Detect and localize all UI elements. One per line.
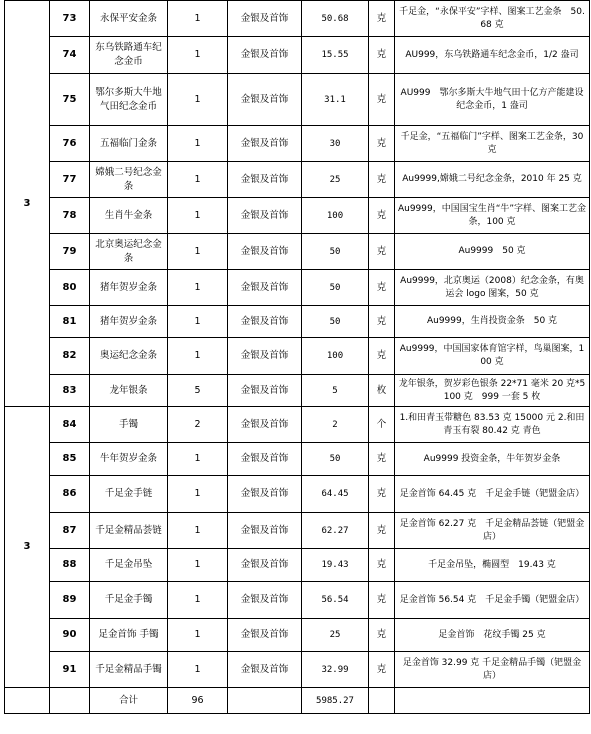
item-category: 金银及首饰 xyxy=(228,619,302,652)
item-unit: 克 xyxy=(369,476,395,513)
row-number: 79 xyxy=(50,234,90,270)
total-weight: 5985.27 xyxy=(302,688,369,714)
item-description: Au9999 投资金条，牛年贺岁金条 xyxy=(395,443,590,476)
table-row xyxy=(5,513,590,549)
item-name: 牛年贺岁金条 xyxy=(90,443,168,476)
row-number: 87 xyxy=(50,513,90,549)
row-number: 75 xyxy=(50,74,90,126)
row-number: 88 xyxy=(50,549,90,582)
table-row xyxy=(5,338,590,375)
row-number: 81 xyxy=(50,306,90,338)
item-weight: 32.99 xyxy=(302,652,369,688)
item-unit: 枚 xyxy=(369,375,395,407)
item-weight: 100 xyxy=(302,198,369,234)
table-row xyxy=(5,162,590,198)
item-description: 龙年银条，贺岁彩色银条 22*71 毫米 20 克*5 100 克 999 一套 5 枚 xyxy=(395,375,590,407)
item-weight: 50 xyxy=(302,234,369,270)
item-quantity: 1 xyxy=(168,619,228,652)
item-weight: 50 xyxy=(302,306,369,338)
number-empty-cell xyxy=(50,688,90,714)
item-weight: 56.54 xyxy=(302,582,369,619)
item-category: 金银及首饰 xyxy=(228,198,302,234)
total-quantity: 96 xyxy=(168,688,228,714)
item-weight: 2 xyxy=(302,407,369,443)
item-unit: 个 xyxy=(369,407,395,443)
item-category: 金银及首饰 xyxy=(228,270,302,306)
item-name: 嫦娥二号纪念金条 xyxy=(90,162,168,198)
item-quantity: 1 xyxy=(168,198,228,234)
row-number: 77 xyxy=(50,162,90,198)
item-weight: 50.68 xyxy=(302,1,369,37)
item-description: 足金首饰 花纹手镯 25 克 xyxy=(395,619,590,652)
unit-empty-cell xyxy=(369,688,395,714)
item-quantity: 1 xyxy=(168,338,228,375)
item-weight: 100 xyxy=(302,338,369,375)
item-quantity: 1 xyxy=(168,37,228,74)
item-category: 金银及首饰 xyxy=(228,338,302,375)
item-category: 金银及首饰 xyxy=(228,549,302,582)
item-description: Au9999，中国国宝生肖“牛”字样、图案工艺金条，100 克 xyxy=(395,198,590,234)
item-unit: 克 xyxy=(369,234,395,270)
item-weight: 5 xyxy=(302,375,369,407)
item-description: Au9999，中国国家体育馆字样，鸟巢图案，100 克 xyxy=(395,338,590,375)
table-row xyxy=(5,652,590,688)
item-description: 千足金，“五福临门”字样、图案工艺金条，30 克 xyxy=(395,126,590,162)
item-quantity: 1 xyxy=(168,270,228,306)
total-label: 合计 xyxy=(90,688,168,714)
item-unit: 克 xyxy=(369,162,395,198)
item-unit: 克 xyxy=(369,306,395,338)
item-weight: 19.43 xyxy=(302,549,369,582)
item-unit: 克 xyxy=(369,126,395,162)
table-row xyxy=(5,1,590,37)
item-unit: 克 xyxy=(369,513,395,549)
item-name: 千足金手链 xyxy=(90,476,168,513)
row-number: 86 xyxy=(50,476,90,513)
table-row xyxy=(5,126,590,162)
table-row xyxy=(5,476,590,513)
item-name: 千足金精品手镯 xyxy=(90,652,168,688)
item-category: 金银及首饰 xyxy=(228,407,302,443)
item-category: 金银及首饰 xyxy=(228,582,302,619)
item-weight: 25 xyxy=(302,162,369,198)
description-empty-cell xyxy=(395,688,590,714)
item-name: 龙年银条 xyxy=(90,375,168,407)
item-category: 金银及首饰 xyxy=(228,74,302,126)
item-category: 金银及首饰 xyxy=(228,162,302,198)
table-row xyxy=(5,407,590,443)
item-name: 鄂尔多斯大牛地气田纪念金币 xyxy=(90,74,168,126)
table-row xyxy=(5,549,590,582)
row-number: 74 xyxy=(50,37,90,74)
item-category: 金银及首饰 xyxy=(228,476,302,513)
row-number: 83 xyxy=(50,375,90,407)
item-name: 千足金手镯 xyxy=(90,582,168,619)
item-name: 猪年贺岁金条 xyxy=(90,306,168,338)
row-number: 84 xyxy=(50,407,90,443)
table-row xyxy=(5,619,590,652)
item-description: 足金首饰 62.27 克 千足金精品荟链（钯盟金店） xyxy=(395,513,590,549)
item-name: 千足金精品荟链 xyxy=(90,513,168,549)
group-label: 3 xyxy=(5,407,50,688)
row-number: 76 xyxy=(50,126,90,162)
item-description: Au9999 50 克 xyxy=(395,234,590,270)
item-unit: 克 xyxy=(369,198,395,234)
item-description: 1.和田青玉带糖色 83.53 克 15000 元 2.和田青玉有裂 80.42 克 青色 xyxy=(395,407,590,443)
item-unit: 克 xyxy=(369,37,395,74)
row-number: 85 xyxy=(50,443,90,476)
item-weight: 64.45 xyxy=(302,476,369,513)
item-unit: 克 xyxy=(369,74,395,126)
item-name: 生肖牛金条 xyxy=(90,198,168,234)
item-quantity: 1 xyxy=(168,652,228,688)
item-weight: 30 xyxy=(302,126,369,162)
item-unit: 克 xyxy=(369,338,395,375)
item-quantity: 1 xyxy=(168,476,228,513)
item-category: 金银及首饰 xyxy=(228,513,302,549)
item-name: 千足金吊坠 xyxy=(90,549,168,582)
table-row xyxy=(5,306,590,338)
item-weight: 50 xyxy=(302,270,369,306)
item-weight: 62.27 xyxy=(302,513,369,549)
item-category: 金银及首饰 xyxy=(228,443,302,476)
item-name: 北京奥运纪念金条 xyxy=(90,234,168,270)
item-description: AU999，东乌铁路通车纪念金币，1/2 盎司 xyxy=(395,37,590,74)
item-quantity: 1 xyxy=(168,126,228,162)
item-quantity: 2 xyxy=(168,407,228,443)
item-unit: 克 xyxy=(369,443,395,476)
item-description: Au9999，北京奥运（2008）纪念金条，有奥运会 logo 图案，50 克 xyxy=(395,270,590,306)
category-empty-cell xyxy=(228,688,302,714)
total-row xyxy=(5,688,590,714)
table-row xyxy=(5,198,590,234)
group-empty-cell xyxy=(5,688,50,714)
item-description: 千足金吊坠，椭圆型 19.43 克 xyxy=(395,549,590,582)
item-quantity: 1 xyxy=(168,306,228,338)
table-row xyxy=(5,74,590,126)
table-row xyxy=(5,375,590,407)
row-number: 73 xyxy=(50,1,90,37)
item-quantity: 1 xyxy=(168,74,228,126)
item-quantity: 1 xyxy=(168,549,228,582)
item-name: 足金首饰 手镯 xyxy=(90,619,168,652)
row-number: 90 xyxy=(50,619,90,652)
item-description: Au9999，生肖投资金条 50 克 xyxy=(395,306,590,338)
row-number: 91 xyxy=(50,652,90,688)
item-unit: 克 xyxy=(369,270,395,306)
item-description: 足金首饰 56.54 克 千足金手镯（钯盟金店） xyxy=(395,582,590,619)
item-unit: 克 xyxy=(369,652,395,688)
item-quantity: 1 xyxy=(168,234,228,270)
asset-table xyxy=(4,0,590,714)
item-quantity: 5 xyxy=(168,375,228,407)
item-name: 奥运纪念金条 xyxy=(90,338,168,375)
item-description: 足金首饰 32.99 克 千足金精品手镯（钯盟金店） xyxy=(395,652,590,688)
row-number: 82 xyxy=(50,338,90,375)
item-category: 金银及首饰 xyxy=(228,652,302,688)
table-row xyxy=(5,270,590,306)
item-unit: 克 xyxy=(369,549,395,582)
row-number: 89 xyxy=(50,582,90,619)
item-unit: 克 xyxy=(369,582,395,619)
item-category: 金银及首饰 xyxy=(228,375,302,407)
item-quantity: 1 xyxy=(168,513,228,549)
item-weight: 31.1 xyxy=(302,74,369,126)
item-category: 金银及首饰 xyxy=(228,234,302,270)
item-weight: 50 xyxy=(302,443,369,476)
item-quantity: 1 xyxy=(168,1,228,37)
item-name: 手镯 xyxy=(90,407,168,443)
item-name: 猪年贺岁金条 xyxy=(90,270,168,306)
item-name: 永保平安金条 xyxy=(90,1,168,37)
item-category: 金银及首饰 xyxy=(228,37,302,74)
item-category: 金银及首饰 xyxy=(228,1,302,37)
row-number: 78 xyxy=(50,198,90,234)
row-number: 80 xyxy=(50,270,90,306)
table-row xyxy=(5,234,590,270)
item-weight: 15.55 xyxy=(302,37,369,74)
table-row xyxy=(5,582,590,619)
item-quantity: 1 xyxy=(168,162,228,198)
item-quantity: 1 xyxy=(168,443,228,476)
item-category: 金银及首饰 xyxy=(228,306,302,338)
item-description: 足金首饰 64.45 克 千足金手链（钯盟金店） xyxy=(395,476,590,513)
item-weight: 25 xyxy=(302,619,369,652)
table-row xyxy=(5,443,590,476)
group-label: 3 xyxy=(5,1,50,407)
table-row xyxy=(5,37,590,74)
item-name: 东乌铁路通车纪念金币 xyxy=(90,37,168,74)
item-description: 千足金，“永保平安”字样、图案工艺金条 50.68 克 xyxy=(395,1,590,37)
item-category: 金银及首饰 xyxy=(228,126,302,162)
item-description: AU999 鄂尔多斯大牛地气田十亿方产能建设纪念金币，1 盎司 xyxy=(395,74,590,126)
item-unit: 克 xyxy=(369,619,395,652)
item-name: 五福临门金条 xyxy=(90,126,168,162)
item-unit: 克 xyxy=(369,1,395,37)
item-description: Au9999,嫦娥二号纪念金条，2010 年 25 克 xyxy=(395,162,590,198)
item-quantity: 1 xyxy=(168,582,228,619)
